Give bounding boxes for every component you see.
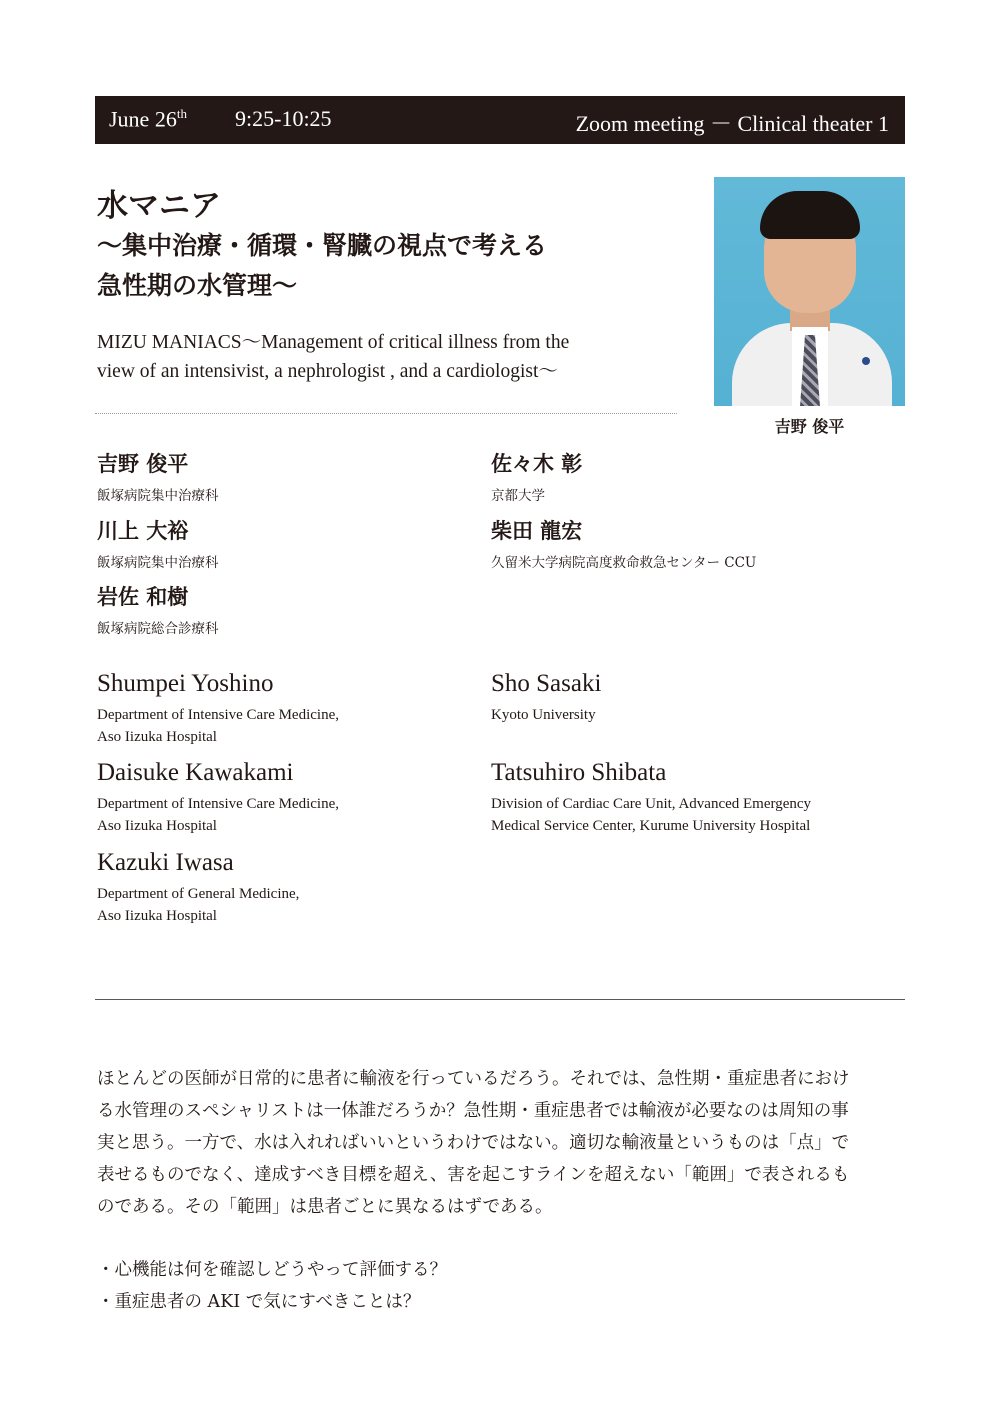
session-date: June 26th <box>109 106 187 132</box>
dotted-divider <box>95 413 677 414</box>
photo-caption: 吉野 俊平 <box>774 417 845 436</box>
session-header-bar <box>95 96 905 144</box>
speaker-en-4: Sho Sasaki Kyoto University <box>491 670 602 723</box>
speaker-en-2: Daisuke Kawakami Department of Intensive Care Medicine, Aso Iizuka Hospital <box>97 759 339 834</box>
abstract-text: ほとんどの医師が日常的に患者に輸液を行っているだろう。それでは、急性期・重症患者におけ る水管理のスペシャリストは一体誰だろうか？急性期・重症患者では輸液が必要なのは周知の事 実と思う。一方で、水は入れればいいというわけではない。適切な輸液量というものは「点」で 表せるものでなく、達成すべき目標を超え、害を起こすラインを超えない「範囲」で表されるも のである。その「範囲」は患者ごとに異なるはずである。 <box>97 1069 850 1217</box>
speaker-ja-2: 川上 大裕 飯塚病院集中治療科 <box>97 518 219 571</box>
speaker-en-1: Shumpei Yoshino Department of Intensive Care Medicine, Aso Iizuka Hospital <box>97 670 339 745</box>
speaker-ja-4: 佐々木 彰 京都大学 <box>491 451 583 504</box>
title-ja-line1: 水マニア <box>97 188 221 224</box>
title-ja-line3: 急性期の水管理～ <box>97 271 298 300</box>
title-en-line2: view of an intensivist, a nephrologist , and a cardiologist～ <box>97 361 558 382</box>
title-en-line1: MIZU MANIACS～Management of critical illness from the <box>97 332 570 353</box>
title-ja-line2: ～集中治療・循環・腎臓の視点で考える <box>97 231 548 260</box>
speaker-ja-3: 岩佐 和樹 飯塚病院総合診療科 <box>97 584 219 637</box>
speaker-ja-5: 柴田 龍宏 久留米大学病院高度救命救急センター CCU <box>491 518 757 571</box>
bullet-item: ・心機能は何を確認しどうやって評価する？ <box>97 1260 447 1280</box>
section-divider <box>95 999 905 1000</box>
session-title-english <box>97 328 687 386</box>
speaker-photo <box>714 177 905 406</box>
speaker-en-5: Tatsuhiro Shibata Division of Cardiac Care Unit, Advanced Emergency Medical Service Center, Kurume University Hospital <box>491 759 812 834</box>
session-time: 9:25-10:25 <box>235 106 332 131</box>
speaker-ja-1: 吉野 俊平 飯塚病院集中治療科 <box>97 451 219 504</box>
session-venue: Zoom meeting － Clinical theater 1 <box>575 111 889 136</box>
bullet-item: ・重症患者の AKI で気にすべきことは？ <box>97 1292 421 1312</box>
speaker-en-3: Kazuki Iwasa Department of General Medicine, Aso Iizuka Hospital <box>97 849 300 924</box>
session-title-japanese <box>97 186 547 306</box>
bullet-list <box>97 1254 447 1318</box>
